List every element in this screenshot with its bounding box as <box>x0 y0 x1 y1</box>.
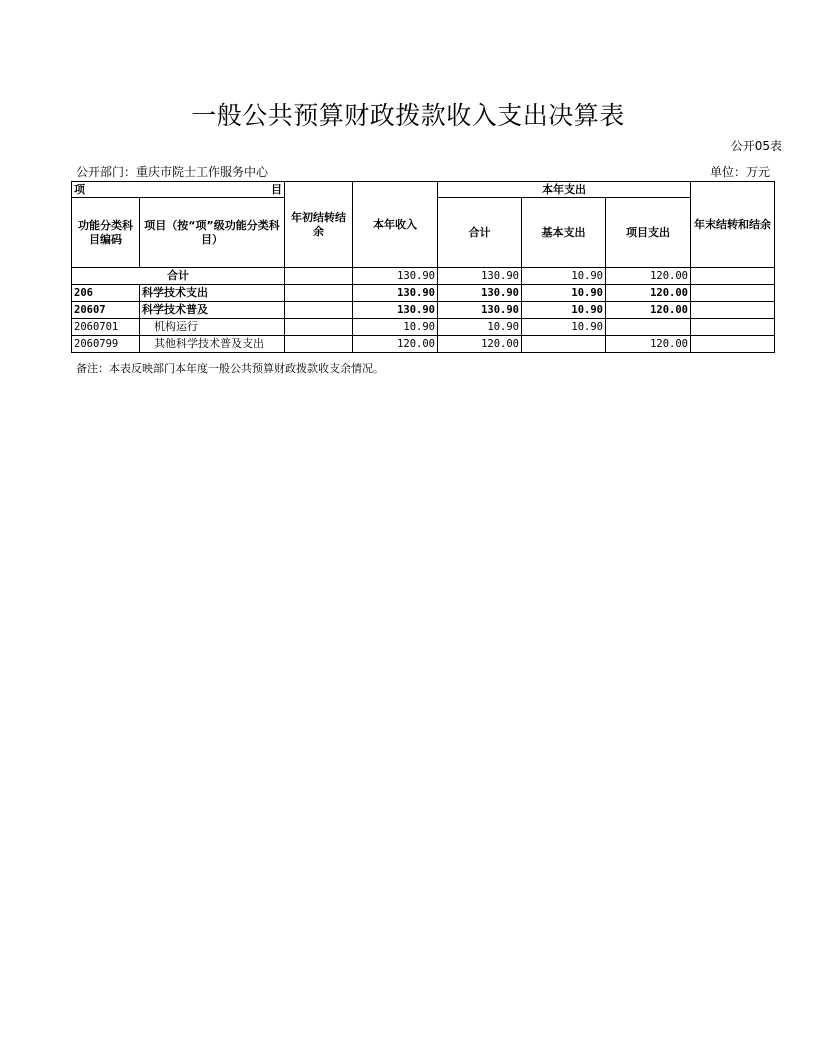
row-code: 20607 <box>72 302 140 319</box>
row-opening <box>285 302 353 319</box>
department-name: 重庆市院士工作服务中心 <box>136 165 269 179</box>
page-title: 一般公共预算财政拨款收入支出决算表 <box>191 101 625 130</box>
row-closing <box>691 336 775 353</box>
unit-line <box>710 163 770 180</box>
row-income: 130.90 <box>353 302 438 319</box>
row-total: 130.90 <box>438 285 522 302</box>
header-item-name: 项目（按“项”级功能分类科目） <box>140 198 285 268</box>
row-basic: 10.90 <box>522 285 606 302</box>
row-opening <box>285 336 353 353</box>
header-total: 合计 <box>438 198 522 268</box>
row-code: 2060799 <box>72 336 140 353</box>
row-project <box>606 319 691 336</box>
header-mu: 目 <box>271 182 282 196</box>
header-opening-balance: 年初结转结余 <box>285 182 353 268</box>
row-income: 130.90 <box>353 285 438 302</box>
header-func-code: 功能分类科目编码 <box>72 198 140 268</box>
header-current-expense: 本年支出 <box>438 182 691 198</box>
row-project: 120.00 <box>606 268 691 285</box>
row-name: 其他科学技术普及支出 <box>140 336 285 353</box>
header-xiang: 项 <box>74 182 85 196</box>
row-basic: 10.90 <box>522 302 606 319</box>
header-current-income: 本年收入 <box>353 182 438 268</box>
header-xiangmu <box>72 182 285 198</box>
header-project-expense: 项目支出 <box>606 198 691 268</box>
row-total: 130.90 <box>438 302 522 319</box>
header-basic-expense: 基本支出 <box>522 198 606 268</box>
row-project: 120.00 <box>606 336 691 353</box>
form-code: 公开05表 <box>730 139 782 153</box>
table-row <box>72 285 775 302</box>
row-project: 120.00 <box>606 302 691 319</box>
budget-table <box>71 181 775 353</box>
row-closing <box>691 285 775 302</box>
row-basic: 10.90 <box>522 319 606 336</box>
row-closing <box>691 268 775 285</box>
table-row <box>72 319 775 336</box>
row-income: 10.90 <box>353 319 438 336</box>
row-basic: 10.90 <box>522 268 606 285</box>
row-income: 120.00 <box>353 336 438 353</box>
unit-value: 万元 <box>745 165 770 179</box>
row-project: 120.00 <box>606 285 691 302</box>
row-code: 206 <box>72 285 140 302</box>
department-line <box>76 163 268 180</box>
unit-label: 单位： <box>709 165 746 179</box>
row-total: 120.00 <box>438 336 522 353</box>
row-name: 机构运行 <box>140 319 285 336</box>
row-income: 130.90 <box>353 268 438 285</box>
department-label: 公开部门： <box>76 165 137 179</box>
row-basic <box>522 336 606 353</box>
table-note: 备注：本表反映部门本年度一般公共预算财政拨款收支余情况。 <box>76 362 384 375</box>
row-opening <box>285 319 353 336</box>
row-opening <box>285 285 353 302</box>
row-name: 合计 <box>72 268 285 285</box>
row-name: 科学技术普及 <box>140 302 285 319</box>
row-closing <box>691 319 775 336</box>
header-closing-balance: 年末结转和结余 <box>691 182 775 268</box>
row-opening <box>285 268 353 285</box>
row-total: 130.90 <box>438 268 522 285</box>
row-closing <box>691 302 775 319</box>
table-row <box>72 302 775 319</box>
row-name: 科学技术支出 <box>140 285 285 302</box>
row-code: 2060701 <box>72 319 140 336</box>
table-row <box>72 336 775 353</box>
table-row-total <box>72 268 775 285</box>
row-total: 10.90 <box>438 319 522 336</box>
